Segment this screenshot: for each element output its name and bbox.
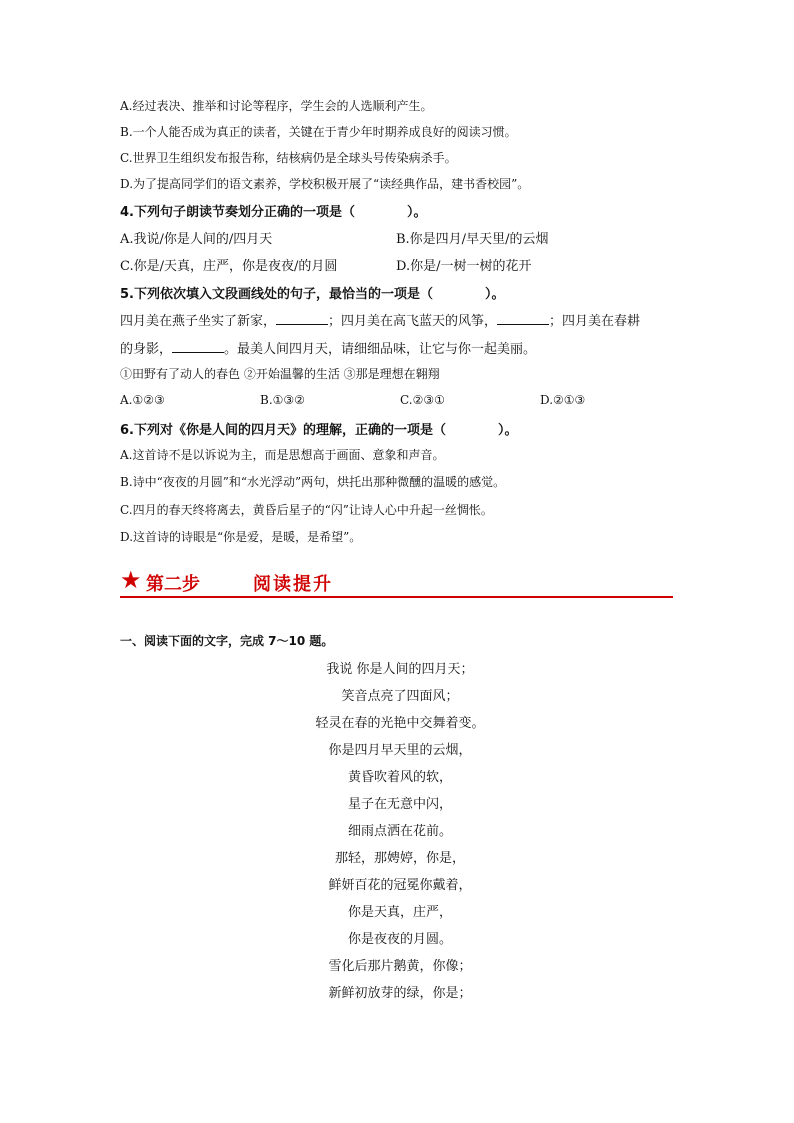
- q5-passage-text: 的身影，: [120, 342, 173, 357]
- q5-passage-line-2: [120, 338, 536, 357]
- q5-passage-line-1: [120, 310, 640, 329]
- q5-option-d: D.②①③: [540, 393, 586, 407]
- q4-options-row-2: [120, 255, 680, 274]
- q5-options-row: [120, 393, 680, 407]
- q4-stem: 4.下列句子朗读节奏划分正确的一项是（ ）。: [120, 205, 427, 220]
- poem-line: 我说 你是人间的四月天；: [326, 662, 474, 677]
- q3-option-a: A.经过表决、推举和讨论等程序，学生会的人选顺利产生。: [120, 99, 433, 113]
- reading-intro: 一、阅读下面的文字，完成 7～10 题。: [120, 634, 334, 648]
- poem-line: 雪化后那片鹅黄，你像；: [328, 959, 472, 974]
- section-title: 阅读提升: [253, 574, 333, 595]
- q6-stem: 6.下列对《你是人间的四月天》的理解，正确的一项是（ ）。: [120, 423, 518, 438]
- section-step: 第二步: [146, 574, 200, 595]
- poem-line: 新鲜初放芽的绿，你是；: [328, 986, 472, 1001]
- q5-passage-text: ；四月美在春耕: [549, 314, 641, 329]
- q4-option-c: C.你是/天真，庄严，你是夜夜/的月圆: [120, 259, 338, 274]
- q5-option-c: C.②③①: [400, 393, 445, 407]
- poem-line: 你是夜夜的月圆。: [347, 932, 452, 947]
- q4-option-b: B.你是四月/早天里/的云烟: [396, 232, 549, 247]
- section-header: [120, 566, 673, 600]
- q5-passage-text: ；四月美在高飞蓝天的风筝，: [328, 314, 498, 329]
- q6-option-c: C.四月的春天终将离去，黄昏后星子的“闪”让诗人心中升起一丝惆怅。: [120, 503, 493, 517]
- q5-clauses: ①田野有了动人的春色 ②开始温馨的生活 ③那是理想在翱翔: [120, 367, 440, 381]
- q4-option-a: A.我说/你是人间的/四月天: [120, 232, 273, 247]
- fill-blank-3: [172, 342, 224, 353]
- poem-line: 细雨点洒在花前。: [347, 824, 452, 839]
- fill-blank-2: [497, 314, 549, 325]
- fill-blank-1: [276, 314, 328, 325]
- poem-line: 星子在无意中闪，: [347, 797, 452, 812]
- poem-line: 你是四月早天里的云烟，: [328, 743, 472, 758]
- q4-options-row-1: [120, 228, 680, 247]
- star-icon: ★: [120, 566, 142, 594]
- q5-option-a: A.①②③: [120, 393, 165, 407]
- poem-line: 黄昏吹着风的软，: [347, 770, 452, 785]
- q6-option-a: A.这首诗不是以诉说为主，而是思想高于画面、意象和声音。: [120, 448, 445, 462]
- q5-passage-text: 。最美人间四月天，请细细品味，让它与你一起美丽。: [224, 342, 537, 357]
- poem-line: 轻灵在春的光艳中交舞着变。: [315, 716, 485, 731]
- q3-option-d: D.为了提高同学们的语文素养，学校积极开展了“读经典作品，建书香校园”。: [120, 177, 530, 191]
- q5-stem: 5.下列依次填入文段画线处的句子，最恰当的一项是（ ）。: [120, 287, 505, 302]
- q4-option-d: D.你是/一树一树的花开: [396, 259, 532, 274]
- poem-line: 鲜妍百花的冠冕你戴着，: [328, 878, 472, 893]
- q5-option-b: B.①③②: [260, 393, 305, 407]
- q6-option-d: D.这首诗的诗眼是“你是爱，是暖，是希望”。: [120, 530, 362, 544]
- poem-line: 笑音点亮了四面风；: [341, 689, 459, 704]
- section-divider: [120, 596, 673, 598]
- poem-line: 那轻，那娉婷，你是，: [334, 851, 465, 866]
- q3-option-c: C.世界卫生组织发布报告称，结核病仍是全球头号传染病杀手。: [120, 151, 457, 165]
- poem-line: 你是天真，庄严，: [347, 905, 452, 920]
- q5-passage-text: 四月美在燕子坐实了新家，: [120, 314, 277, 329]
- q6-option-b: B.诗中“夜夜的月圆”和“水光浮动”两句，烘托出那种微醺的温暖的感觉。: [120, 475, 506, 489]
- q3-option-b: B.一个人能否成为真正的读者，关键在于青少年时期养成良好的阅读习惯。: [120, 125, 517, 139]
